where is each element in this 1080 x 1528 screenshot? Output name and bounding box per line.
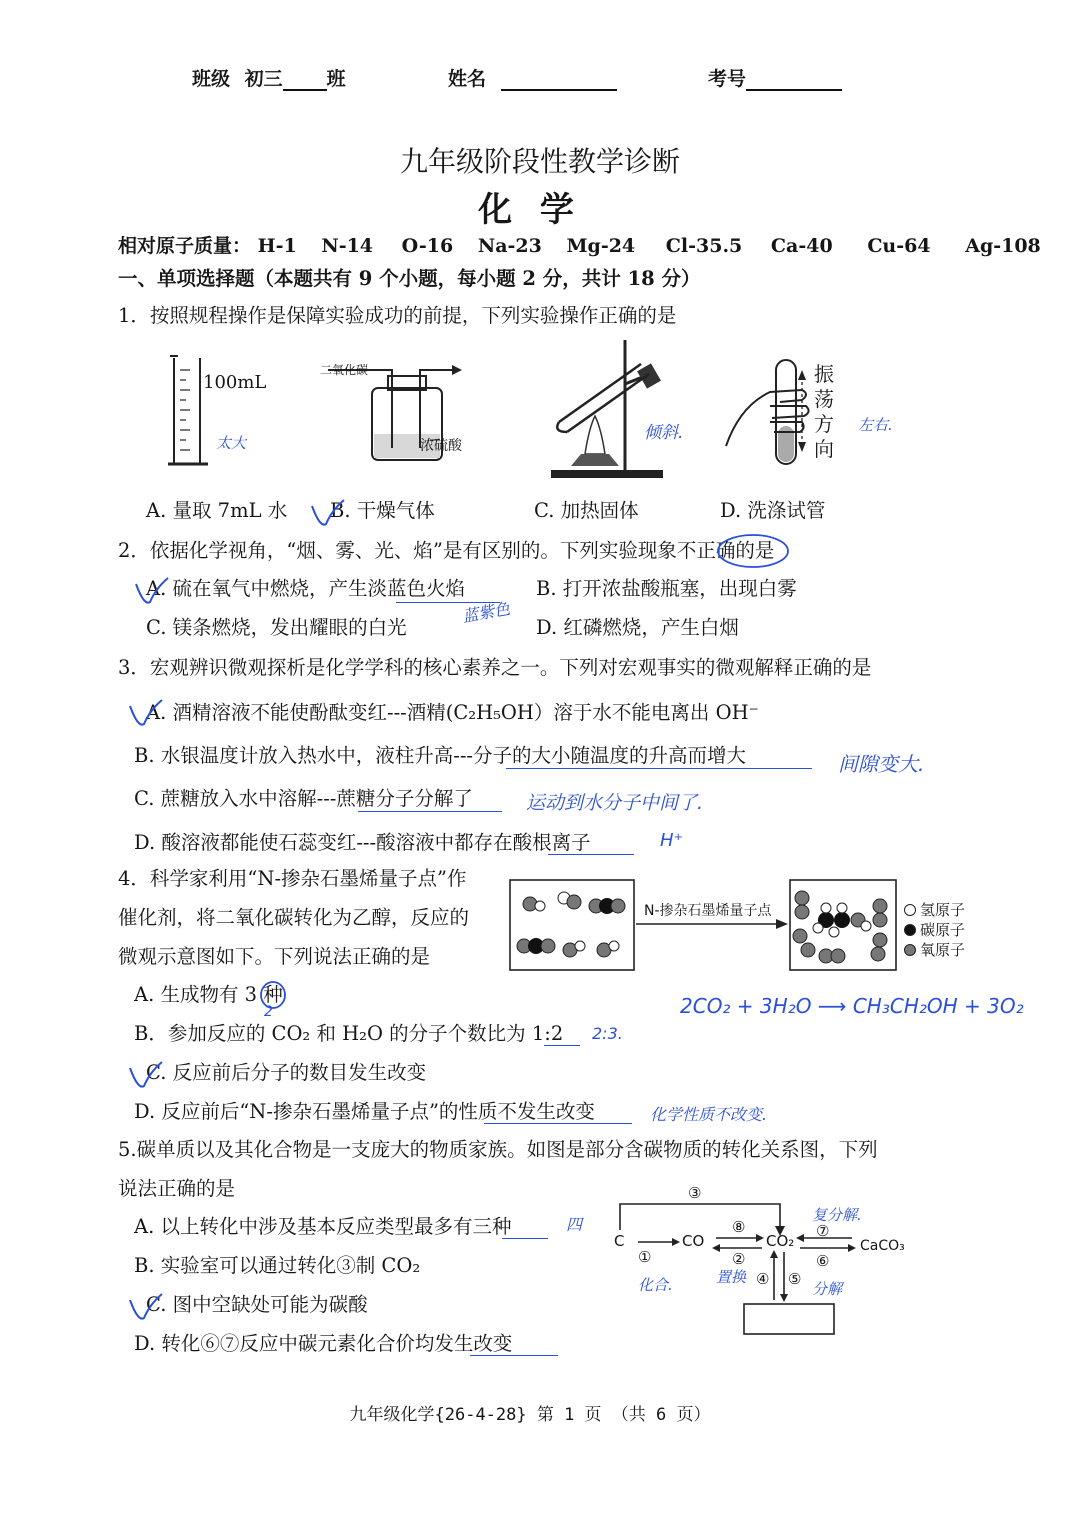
mass-item: N-14 [321, 235, 374, 257]
legend-label: 氢原子 [920, 901, 966, 919]
q4-stem-line3: 微观示意图如下。下列说法正确的是 [118, 945, 431, 968]
molecule-cluster [517, 892, 625, 957]
mass-item: Cl-35.5 [665, 235, 743, 257]
q3-option-a: A. 酒精溶液不能使酚酞变红---酒精(C₂H₅OH）溶于水不能电离出 OH⁻ [146, 701, 759, 724]
q5-stem-line1: 5.碳单质以及其化合物是一支庞大的物质家族。如图是部分含碳物质的转化关系图，下列 [118, 1138, 878, 1161]
mass-item: O-16 [401, 235, 454, 257]
check-mark-icon [126, 696, 166, 730]
q4-option-a: A. 生成物有 3 种 [134, 983, 283, 1006]
name-label: 姓名 [448, 68, 487, 90]
class-field [192, 64, 346, 91]
cylinder-volume-label: 100mL [203, 372, 267, 393]
q5-conversion-diagram [612, 1182, 912, 1338]
class-blank [283, 71, 327, 91]
name-blank [501, 71, 617, 91]
q3-option-d: D. 酸溶液都能使石蕊变红---酸溶液中都存在酸根离子 [134, 831, 591, 854]
q1-option-d: D. 洗涤试管 [720, 499, 826, 522]
diagram-num-3: ③ [688, 1184, 702, 1202]
q5-option-a: A. 以上转化中涉及基本反应类型最多有三种 [134, 1215, 512, 1238]
diagram-caco3: CaCO₃ [860, 1238, 905, 1254]
q3-option-b: B. 水银温度计放入热水中，液柱升高---分子的大小随温度的升高而增大 [134, 744, 746, 767]
page-footer: 九年级化学{26-4-28} 第 1 页 （共 6 页） [349, 1405, 711, 1425]
check-mark-icon [132, 574, 172, 608]
q2-option-a: A. 硫在氧气中燃烧，产生淡蓝色火焰 [146, 577, 465, 600]
atom-legend [904, 900, 965, 960]
q4-option-c: C. 反应前后分子的数目发生改变 [146, 1061, 427, 1084]
underline-mark [470, 1355, 558, 1356]
diagram-num-5: ⑤ [788, 1270, 802, 1288]
diagram-num-4: ④ [756, 1270, 770, 1288]
mass-item: Cu-64 [867, 235, 931, 257]
shake-char: 荡 [814, 387, 834, 411]
hw-q5-a: 四 [566, 1215, 583, 1234]
hw-q4-a-fix: 2 [264, 1004, 273, 1020]
acid-label: 浓硫酸 [420, 438, 462, 454]
oxygen-atom-icon [904, 944, 916, 956]
q1-option-a: A. 量取 7mL 水 [146, 499, 288, 522]
q3-stem: 3．宏观辨识微观探析是化学学科的核心素养之一。下列对宏观事实的微观解释正确的是 [118, 656, 872, 679]
hw-q3-b: 间隙变大. [838, 752, 925, 776]
mass-item: H-1 [257, 235, 297, 257]
hw-q2-note: 蓝紫色 [460, 598, 512, 627]
hw-q4-equation: 2CO₂ + 3H₂O ⟶ CH₃CH₂OH + 3O₂ [680, 994, 1024, 1018]
graduated-cylinder-icon [168, 356, 208, 464]
hw-q4-b: 2:3. [592, 1024, 623, 1043]
q4-stem-line2: 催化剂，将二氧化碳转化为乙醇，反应的 [118, 906, 470, 929]
gas-label: 二氧化碳 [320, 363, 369, 377]
exam-no-label: 考号 [708, 68, 747, 90]
q1-option-b: B. 干燥气体 [330, 499, 435, 522]
exam-no-blank [746, 71, 842, 91]
hw-q1-shake: 左右. [858, 416, 893, 434]
hydrogen-atom-icon [904, 904, 916, 916]
circle-mark-icon [716, 532, 790, 570]
heating-apparatus-icon [551, 340, 663, 478]
shake-char: 振 [814, 362, 834, 386]
q4-option-d: D. 反应前后“N-掺杂石墨烯量子点”的性质不发生改变 [134, 1100, 595, 1123]
q4-stem-line1: 4．科学家利用“N-掺杂石墨烯量子点”作 [118, 867, 467, 890]
diagram-co: CO [682, 1232, 705, 1250]
hw-q1-heat: 倾斜. [644, 423, 684, 443]
check-mark-icon [126, 1058, 166, 1092]
diagram-num-7: ⑦ [816, 1222, 830, 1240]
molecule-cluster [793, 891, 887, 963]
q2-stem: 2．依据化学视角，“烟、雾、光、焰”是有区别的。下列实验现象不正确的是 [118, 539, 775, 562]
hw-q5-zhi: 置换 [716, 1268, 747, 1286]
diagram-num-6: ⑥ [816, 1252, 830, 1270]
class-label: 班级 [192, 68, 231, 90]
shake-direction-label [814, 362, 834, 462]
q5-stem-line2: 说法正确的是 [118, 1177, 236, 1200]
diagram-num-1: ① [638, 1248, 652, 1266]
q1-option-c: C. 加热固体 [534, 499, 639, 522]
shake-char: 方 [814, 412, 834, 436]
legend-item [904, 940, 965, 960]
q4-reaction-diagram [508, 876, 900, 976]
circle-mark-icon [258, 980, 288, 1012]
q1-stem: 1．按照规程操作是保障实验成功的前提，下列实验操作正确的是 [118, 304, 677, 327]
mass-item: Ca-40 [770, 235, 833, 257]
q5-option-b: B. 实验室可以通过转化③制 CO₂ [134, 1254, 421, 1277]
shake-char: 向 [814, 437, 834, 461]
q3-option-c: C. 蔗糖放入水中溶解---蔗糖分子分解了 [134, 787, 473, 810]
diagram-num-8: ⑧ [732, 1218, 746, 1236]
diagram-co2: CO₂ [766, 1232, 795, 1250]
legend-item [904, 920, 965, 940]
shaking-test-tube-icon [726, 360, 809, 464]
atomic-masses-label: 相对原子质量： [118, 235, 252, 257]
diagram-num-2: ② [732, 1250, 746, 1268]
legend-item [904, 900, 965, 920]
hw-q3-d: H⁺ [660, 830, 684, 851]
name-field [448, 64, 617, 91]
diagram-c: C [614, 1232, 625, 1250]
check-mark-icon [126, 1290, 166, 1324]
q2-option-c: C. 镁条燃烧，发出耀眼的白光 [146, 616, 407, 639]
mass-item: Ag-108 [965, 235, 1041, 257]
hw-q4-d: 化学性质不改变. [650, 1105, 768, 1124]
hw-q1-cylinder: 太大 [216, 434, 247, 452]
catalyst-label: N-掺杂石墨烯量子点 [642, 900, 774, 920]
class-suffix: 班 [326, 68, 346, 90]
legend-label: 氧原子 [920, 941, 966, 959]
section-heading: 一、单项选择题（本题共有 9 个小题，每小题 2 分，共计 18 分） [118, 267, 701, 290]
mass-item: Mg-24 [566, 235, 636, 257]
class-value: 初三 [244, 68, 283, 90]
subject-title: 化 学 [478, 190, 582, 230]
hw-q3-c: 运动到水分子中间了. [526, 792, 704, 814]
underline-mark [502, 1238, 548, 1239]
underline-mark [506, 768, 812, 769]
check-mark-icon [308, 496, 348, 530]
underline-mark [548, 854, 634, 855]
hw-q5-fu: 复分解. [812, 1206, 862, 1224]
legend-label: 碳原子 [920, 921, 966, 939]
page-title: 九年级阶段性教学诊断 [399, 145, 680, 178]
exam-no-field [708, 64, 842, 91]
hw-q5-fen: 分解 [812, 1280, 843, 1298]
hw-q5-hua: 化合. [638, 1276, 673, 1294]
q2-option-d: D. 红磷燃烧，产生白烟 [536, 616, 739, 639]
mass-item: Na-23 [477, 235, 542, 257]
atomic-masses [118, 231, 1041, 258]
underline-mark [484, 1123, 632, 1124]
underline-mark [358, 811, 502, 812]
q2-option-b: B. 打开浓盐酸瓶塞，出现白雾 [536, 577, 797, 600]
q5-option-c: C. 图中空缺处可能为碳酸 [146, 1293, 368, 1316]
q4-option-b: B．参加反应的 CO₂ 和 H₂O 的分子个数比为 1:2 [134, 1022, 564, 1045]
q5-option-d: D. 转化⑥⑦反应中碳元素化合价均发生改变 [134, 1332, 513, 1355]
underline-mark [544, 1045, 580, 1046]
carbon-atom-icon [904, 924, 916, 936]
